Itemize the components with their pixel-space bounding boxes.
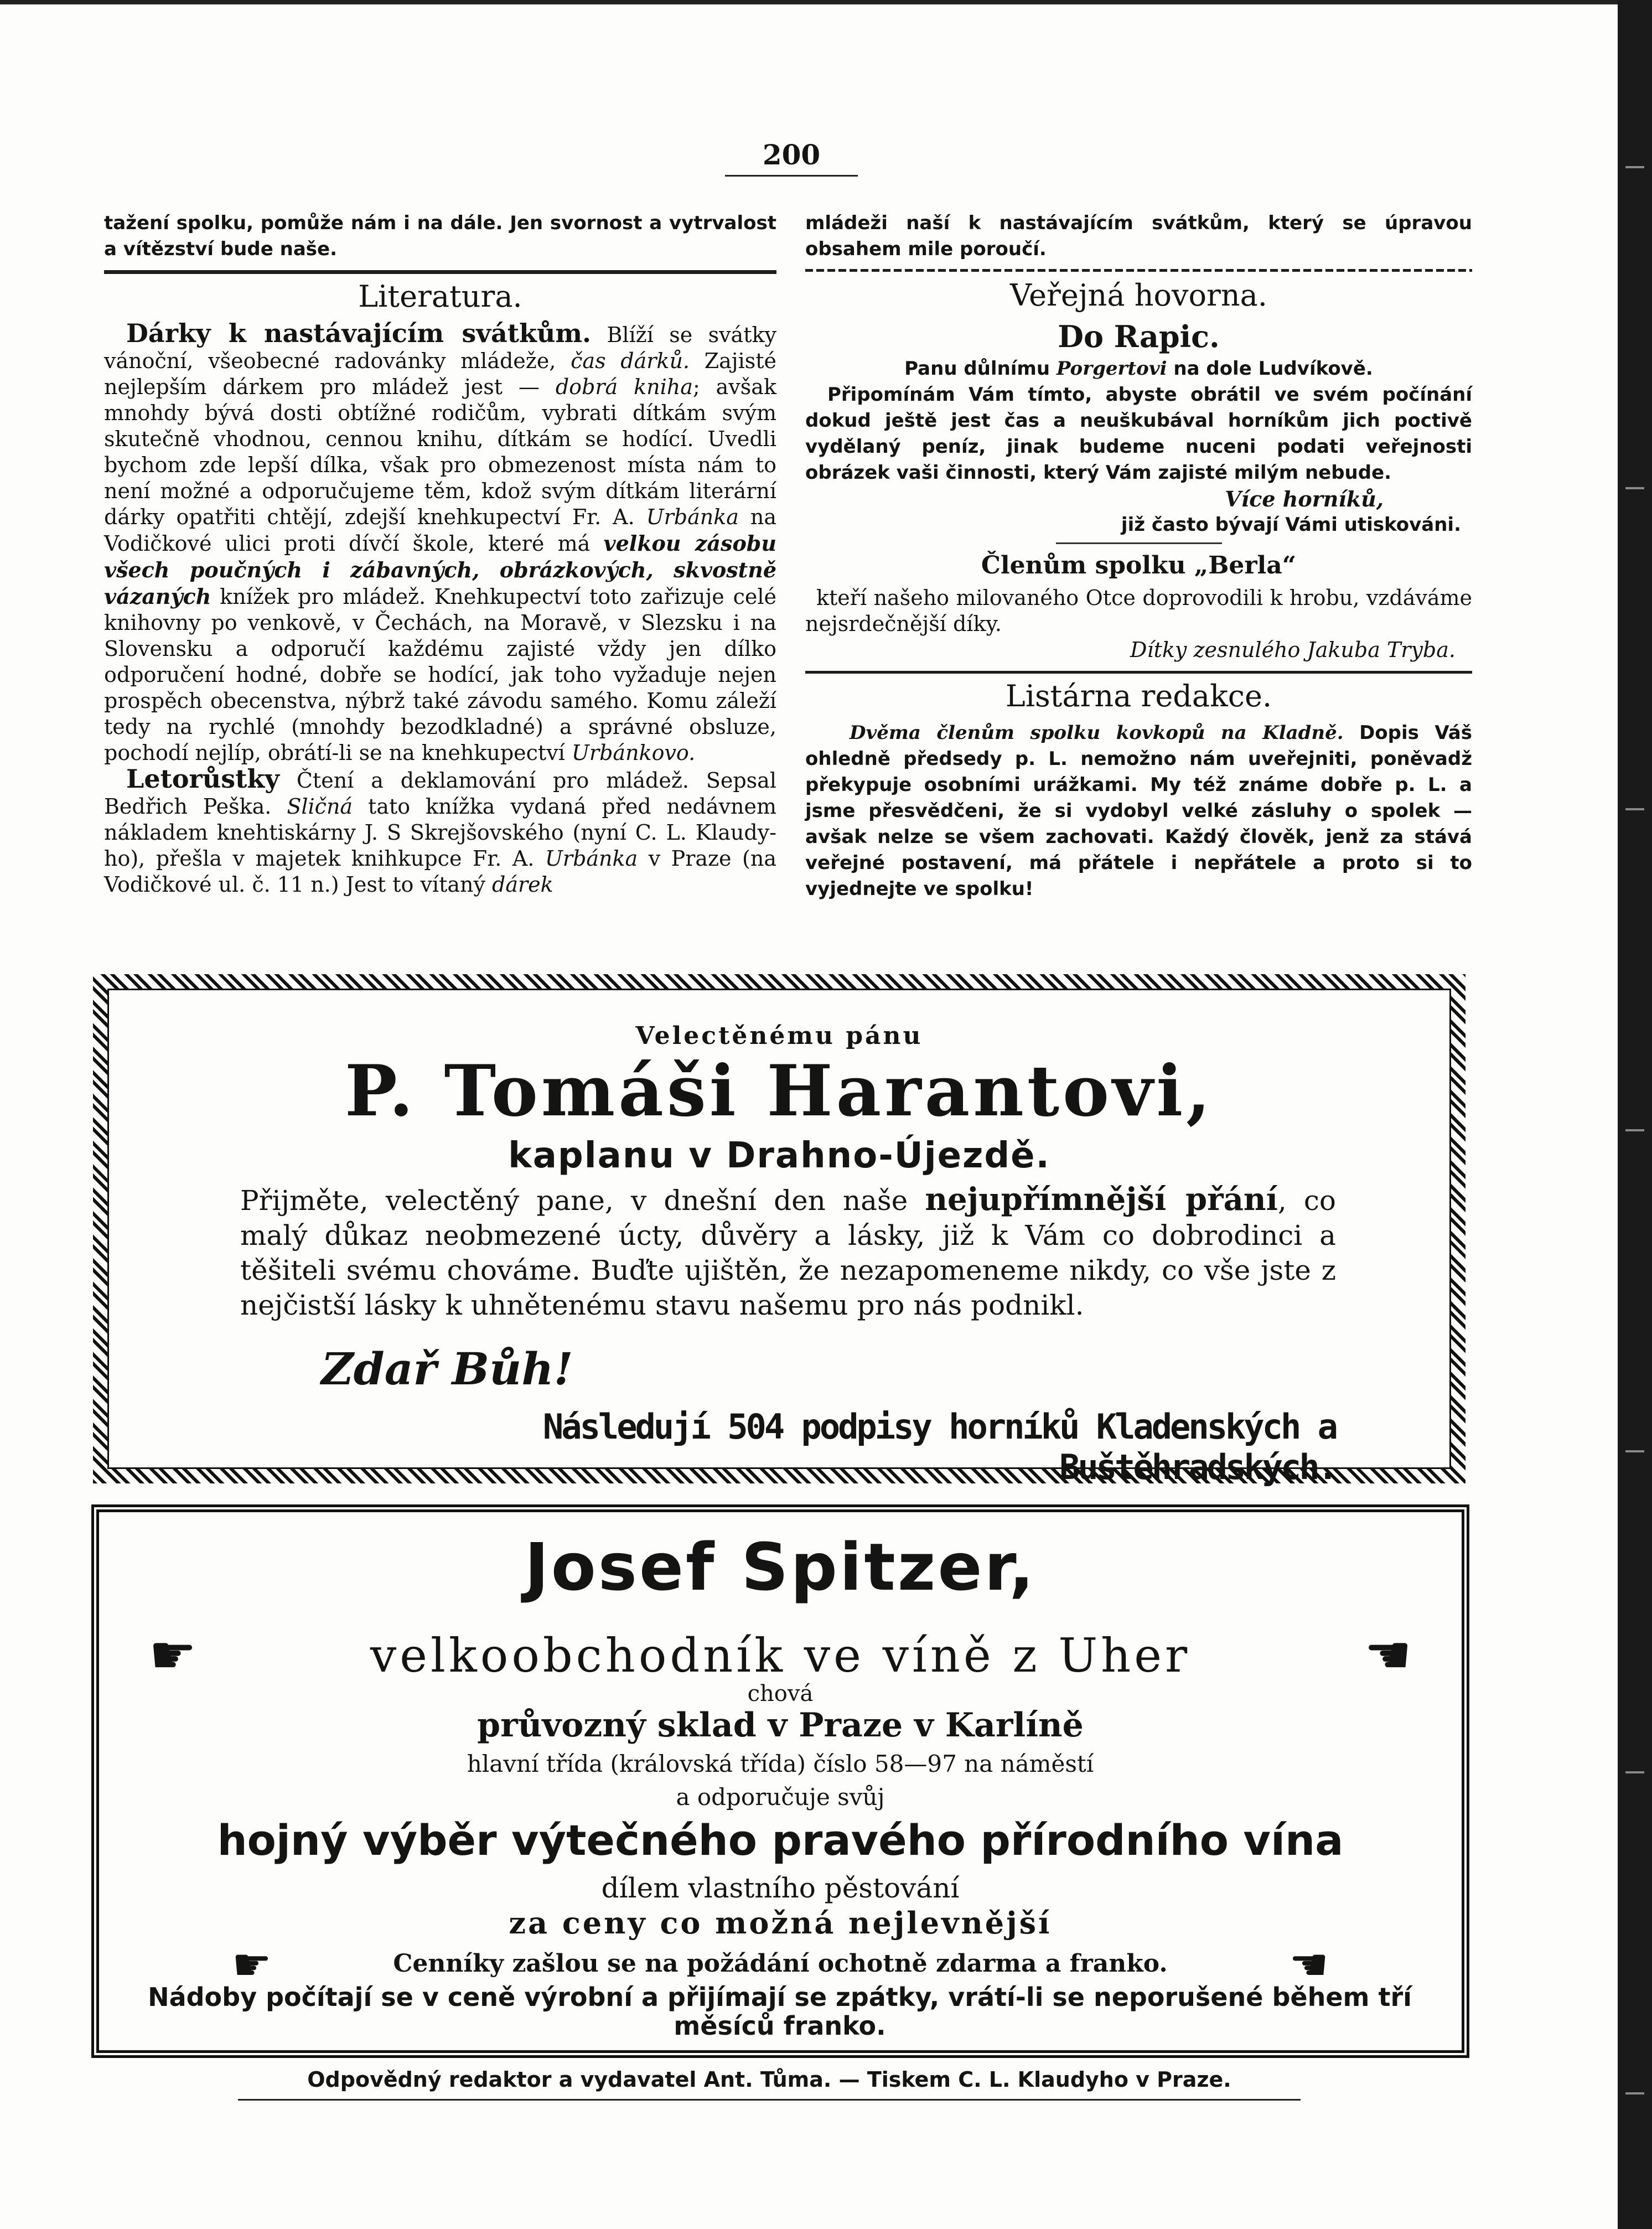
literatura-title: Literatura.: [358, 279, 522, 314]
dedication-title: kaplanu v Drahno-Újezdě.: [508, 1135, 1050, 1176]
advert-own-growth: dílem vlastního pěstování: [601, 1872, 960, 1904]
item-italic: Urbánka: [545, 846, 638, 871]
advert-address: hlavní třída (královská třída) číslo 58—97 na náměstí: [467, 1750, 1094, 1777]
hand-left-icon: ☚: [1364, 1624, 1412, 1686]
item-text: tato knížka vydaná před nedávnem nákladem knehtiskárny J. S Skrejšovského (nyní C. L. Klaudy-ho), přešla v majetek knihkupce Fr. A.: [104, 794, 776, 871]
listarna-title: Listárna redakce.: [1005, 679, 1272, 713]
item-italic: dárek: [492, 872, 553, 897]
address-name: Porgertovi: [1056, 358, 1167, 380]
advert-name: Josef Spitzer,: [524, 1529, 1037, 1605]
left-column: [104, 210, 776, 898]
item-heading: Dárky k nastávajícím svátkům.: [126, 318, 592, 348]
literature-item-letorustky: [104, 766, 776, 898]
item-heading: Letorůstky: [126, 764, 279, 794]
item-text: Zajisté nejlepším dárkem pro mládež jest —: [104, 349, 776, 399]
right-column: [805, 210, 1472, 902]
literature-item-darky: [104, 320, 776, 766]
scan-right-edge: [1618, 0, 1652, 2229]
advert-warehouse: průvozný sklad v Praze v Karlíně: [477, 1706, 1084, 1745]
divider-short: [1056, 542, 1222, 544]
divider: [805, 269, 1472, 272]
item-text: Čtení a deklamování pro mládež. Sepsal Bedřich Peška.: [104, 768, 776, 819]
advert-recommends: a odporučuje svůj: [676, 1783, 885, 1811]
item-italic: Sličná: [287, 794, 353, 819]
item-text: knížek pro mládež. Knehkupectví toto zařizuje celé knihovny po venkově, v Čechách, na Moravě, v Slezsku i na Slovensku a odporučí každému zajisté vždy jen dílko odporučení hodné, dobře se hodící, jak toho vyžaduje nejen prospěch obecenstva, nýbrž také závodu samého. Komu záleží tedy na rychlé (mnohdy bezodkladné) a správné obsluze, pochodí nejlíp, obrátí-li se na knehkupectví: [104, 585, 776, 765]
page-number-rule: [725, 175, 858, 177]
thanks-text: kteří našeho milovaného Otce doprovodili k hrobu, vzdáváme nejsrdečnější díky.: [805, 586, 1472, 636]
advert-headline: hojný výběr výtečného pravého přírodního vína: [217, 1816, 1344, 1865]
hovorna-signature: Více horníků,: [1225, 487, 1384, 511]
dedication-greeting-line: Velectěnému pánu: [635, 1022, 923, 1050]
listarna-addressee: Dvěma členům spolku kovkopů na Kladně.: [850, 722, 1344, 744]
message-bold: nejupřímnější přání: [925, 1181, 1278, 1218]
thanks-heading: Členům spolku „Berla“: [981, 551, 1297, 580]
hovorna-title: Veřejná hovorna.: [1010, 278, 1267, 313]
hovorna-body: Připomínám Vám tímto, abyste obrátil ve svém počínání dokud ještě jest čas a neuškubával horníkům jich poctivě vydělaný peníz, jinak budeme nuceni podati veřejnosti obrázek vaši činnosti, který Vám zajisté milým nebude.: [805, 384, 1472, 484]
divider: [104, 270, 776, 274]
dedication-message: [240, 1182, 1336, 1323]
listarna-text: [805, 720, 1472, 902]
item-text: v Praze (na Vodičkové ul. č. 11 n.) Jest to vítaný: [104, 846, 776, 897]
advert-pricelist: Cenníky zašlou se na požádání ochotně zdarma a franko.: [393, 1949, 1168, 1978]
thanks-signature: Dítky zesnulého Jakuba Tryba.: [1130, 638, 1456, 662]
scan-top-edge: [0, 0, 1652, 4]
advert-profession: velkoobchodník ve víně z Uher: [370, 1628, 1191, 1683]
advert-box: [91, 1504, 1469, 2058]
item-italic: Urbánkovo.: [571, 741, 696, 765]
hand-left-icon: ☚: [1289, 1939, 1329, 1990]
listarna-body: Dopis Váš ohledně předsedy p. L. nemožno nám uveřejniti, poněvadž překypuje osobními urážkami. My též známe dobře p. L. a jsme přesvědčeni, že si vydobyl velké zásluhy o spolek — avšak nelze se všem zachovati. Každý člověk, jenž za stává veřejné postavení, má přátele i nepřátele a proto si to vyjednejte ve spolku!: [805, 722, 1472, 900]
divider: [805, 671, 1472, 674]
right-intro: mládeži naší k nastávajícím svátkům, který se úpravou obsahem mile poroučí.: [805, 212, 1472, 260]
item-italic: čas dárků.: [571, 349, 690, 373]
hovorna-signature-note: již často bývají Vámi utiskováni.: [1121, 514, 1461, 536]
dedication-name: P. Tomáši Harantovi,: [344, 1050, 1214, 1132]
dedication-box: [93, 974, 1465, 1487]
footer-imprint: Odpovědný redaktor a vydavatel Ant. Tůma. — Tiskem C. L. Klaudyho v Praze.: [307, 2067, 1231, 2092]
item-italic: dobrá kniha: [555, 375, 693, 399]
item-text: Blíží se svátky vánoční, všeobecné radovánky mládeže,: [104, 323, 776, 373]
item-italic: Urbánka: [646, 505, 739, 529]
page-number: 200: [762, 138, 821, 171]
address-pre: Panu důlnímu: [904, 358, 1057, 380]
item-text: na Vodičkové ulici proti dívčí škole, které má: [104, 505, 776, 556]
dedication-signatures: Následují 504 podpisy horníků Kladenských a Buštěhradských.: [542, 1406, 1336, 1487]
footer-rule: [238, 2099, 1301, 2101]
advert-prices: za ceny co možná nejlevnější: [509, 1905, 1052, 1941]
do-rapic-heading: Do Rapic.: [1058, 319, 1220, 354]
advert-containers: Nádoby počítají se v ceně výrobní a přijímají se zpátky, vrátí-li se neporušené během tří měsíců franko.: [148, 1982, 1412, 2041]
message-post: , co malý důkaz neobmezené úcty, důvěry a lásky, již k Vám co dobrodinci a těšiteli svému chováme. Buďte ujištěn, že nezapomeneme nikdy, co vše jste z nejčistší lásky k uhnětenému stavu našemu pro nás podnikl.: [240, 1185, 1337, 1321]
hand-right-icon: ☛: [232, 1939, 272, 1990]
address-line: [805, 356, 1472, 382]
dedication-zdar-buh: Zdař Bůh!: [321, 1343, 573, 1395]
advert-chova: chová: [747, 1681, 814, 1706]
item-text: ; avšak mnohdy bývá dosti obtížné rodičům, vybrati dítkám svým skutečně vhodnou, cennou knihu, dítkám se hodící. Uvedli bychom zde lepší dílka, však pro obmezenost místa nám to není možné a odporučujeme těm, kdož svým dítkám literární dárky opatřiti chtějí, zdejší knehkupectví Fr. A.: [104, 375, 776, 529]
address-post: na dole Ludvíkově.: [1167, 358, 1373, 380]
hand-right-icon: ☛: [149, 1624, 197, 1686]
message-pre: Přijměte, velectěný pane, v dnešní den naše: [240, 1185, 925, 1217]
item-italic: velkou zásobu všech poučných i zábavných, obrázkových, skvostně vázaných: [104, 531, 776, 609]
left-intro: tažení spolku, pomůže nám i na dále. Jen svornost a vytrvalost a vítězství bude naše.: [104, 212, 776, 260]
